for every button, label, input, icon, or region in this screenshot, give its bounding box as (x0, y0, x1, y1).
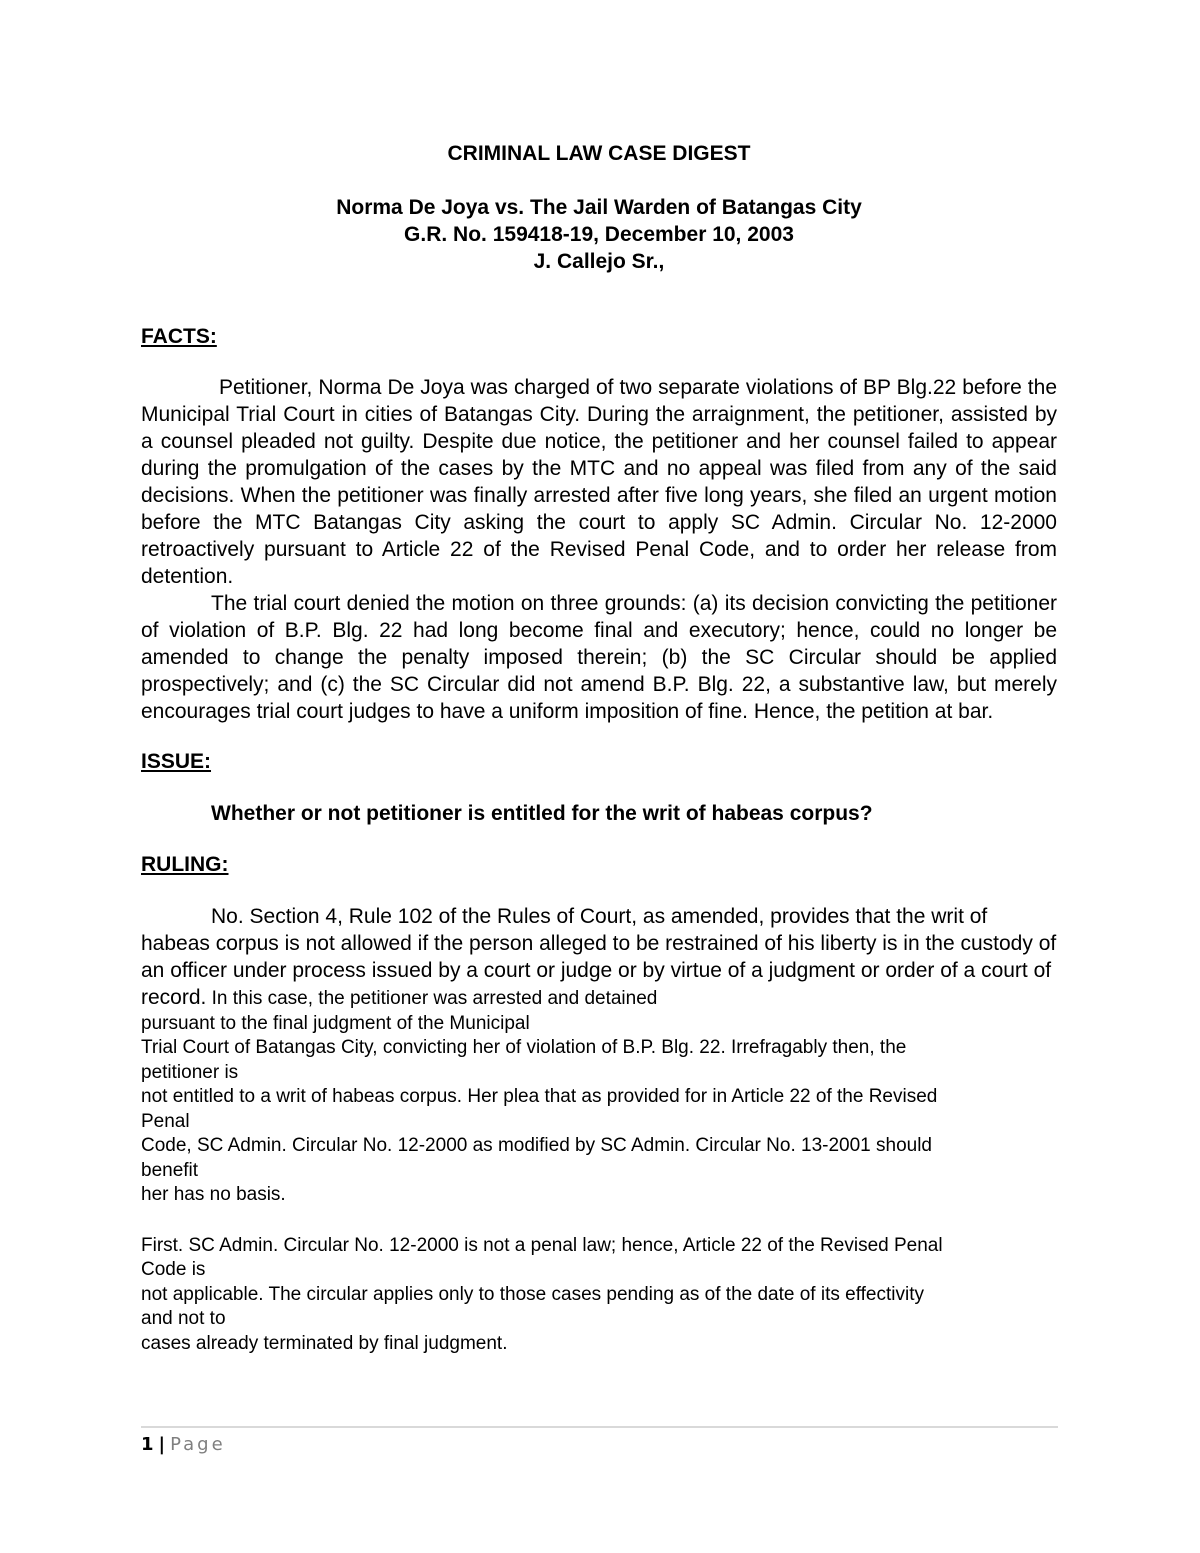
ruling-lines-2 (141, 1234, 1057, 1357)
page-number: 1 (141, 1434, 154, 1455)
ruling-line: Trial Court of Batangas City, convicting her of violation of B.P. Blg. 22. Irrefragably then, the (141, 1037, 907, 1058)
ruling-line: petitioner is (141, 1061, 239, 1083)
gr-number: G.R. No. 159418-19, December 10, 2003 (404, 223, 794, 246)
ponente: J. Callejo Sr., (533, 250, 665, 273)
ruling-line: Penal (141, 1110, 190, 1132)
footer-divider (141, 1426, 1058, 1428)
issue-question: Whether or not petitioner is entitled for the writ of habeas corpus? (211, 802, 873, 825)
ruling-line: pursuant to the final judgment of the Municipal (141, 1012, 530, 1034)
ruling-line: not entitled to a writ of habeas corpus. Her plea that as provided for in Article 22 of the Revised (141, 1086, 938, 1107)
document-title: CRIMINAL LAW CASE DIGEST (447, 142, 751, 165)
paragraph-gap (141, 1208, 1057, 1234)
facts-paragraph-1: Petitioner, Norma De Joya was charged of two separate violations of BP Blg.22 before the Municipal Trial Court in cities of Batangas City. During the arraignment, the petitioner, assisted by a counsel pleaded not guilty. Despite due notice, the petitioner and her counsel failed to appear during the promulgation of the cases by the MTC and no appeal was filed from any of the said decisions. When the petitioner was finally arrested after five long years, she filed an urgent motion before the MTC Batangas City asking the court to apply SC Admin. Circular No. 12-2000 retroactively pursuant to Article 22 of the Revised Penal Code, and to order her release from detention. (141, 376, 1057, 588)
ruling-line: First. SC Admin. Circular No. 12-2000 is not a penal law; hence, Article 22 of the Revised Penal (141, 1234, 943, 1256)
ruling-line: benefit (141, 1159, 199, 1181)
ruling-line: not applicable. The circular applies only to those cases pending as of the date of its effectivity (141, 1283, 924, 1305)
page-footer (141, 1432, 226, 1458)
facts-heading: FACTS: (141, 325, 217, 348)
facts-paragraph-2: The trial court denied the motion on three grounds: (a) its decision convicting the petitioner of violation of B.P. Blg. 22 had long become final and executory; hence, could no longer be amended to change the penalty imposed therein; (b) the SC Circular should be applied prospectively; and (c) the SC Circular did not amend B.P. Blg. 22, a substantive law, but merely encourages trial court judges to have a uniform imposition of fine. Hence, the petition at bar. (141, 592, 1057, 723)
page-label: Page (170, 1434, 226, 1455)
document-body (141, 140, 1057, 1356)
ruling-line: and not to (141, 1308, 226, 1329)
ruling-line: Code, SC Admin. Circular No. 12-2000 as modified by SC Admin. Circular No. 13-2001 should (141, 1135, 932, 1156)
ruling-paragraph-1 (141, 903, 1057, 1012)
case-name: Norma De Joya vs. The Jail Warden of Batangas City (336, 196, 862, 219)
ruling-lines-1 (141, 1012, 1057, 1208)
ruling-paragraph-1-main: No. Section 4, Rule 102 of the Rules of Court, as amended, provides that the writ of habeas corpus is not allowed if the person alleged to be restrained of his liberty is in the custody of an officer under process issued by a court or judge or by virtue of a judgment or order of a court of record. (141, 905, 1057, 1009)
ruling-line: cases already terminated by final judgment. (141, 1332, 508, 1354)
ruling-line: her has no basis. (141, 1184, 286, 1205)
issue-heading: ISSUE: (141, 750, 212, 773)
ruling-heading: RULING: (141, 853, 229, 876)
footer-separator: | (158, 1434, 166, 1455)
ruling-line: Code is (141, 1259, 206, 1280)
ruling-paragraph-1-tail: In this case, the petitioner was arrested and detained (206, 988, 658, 1009)
